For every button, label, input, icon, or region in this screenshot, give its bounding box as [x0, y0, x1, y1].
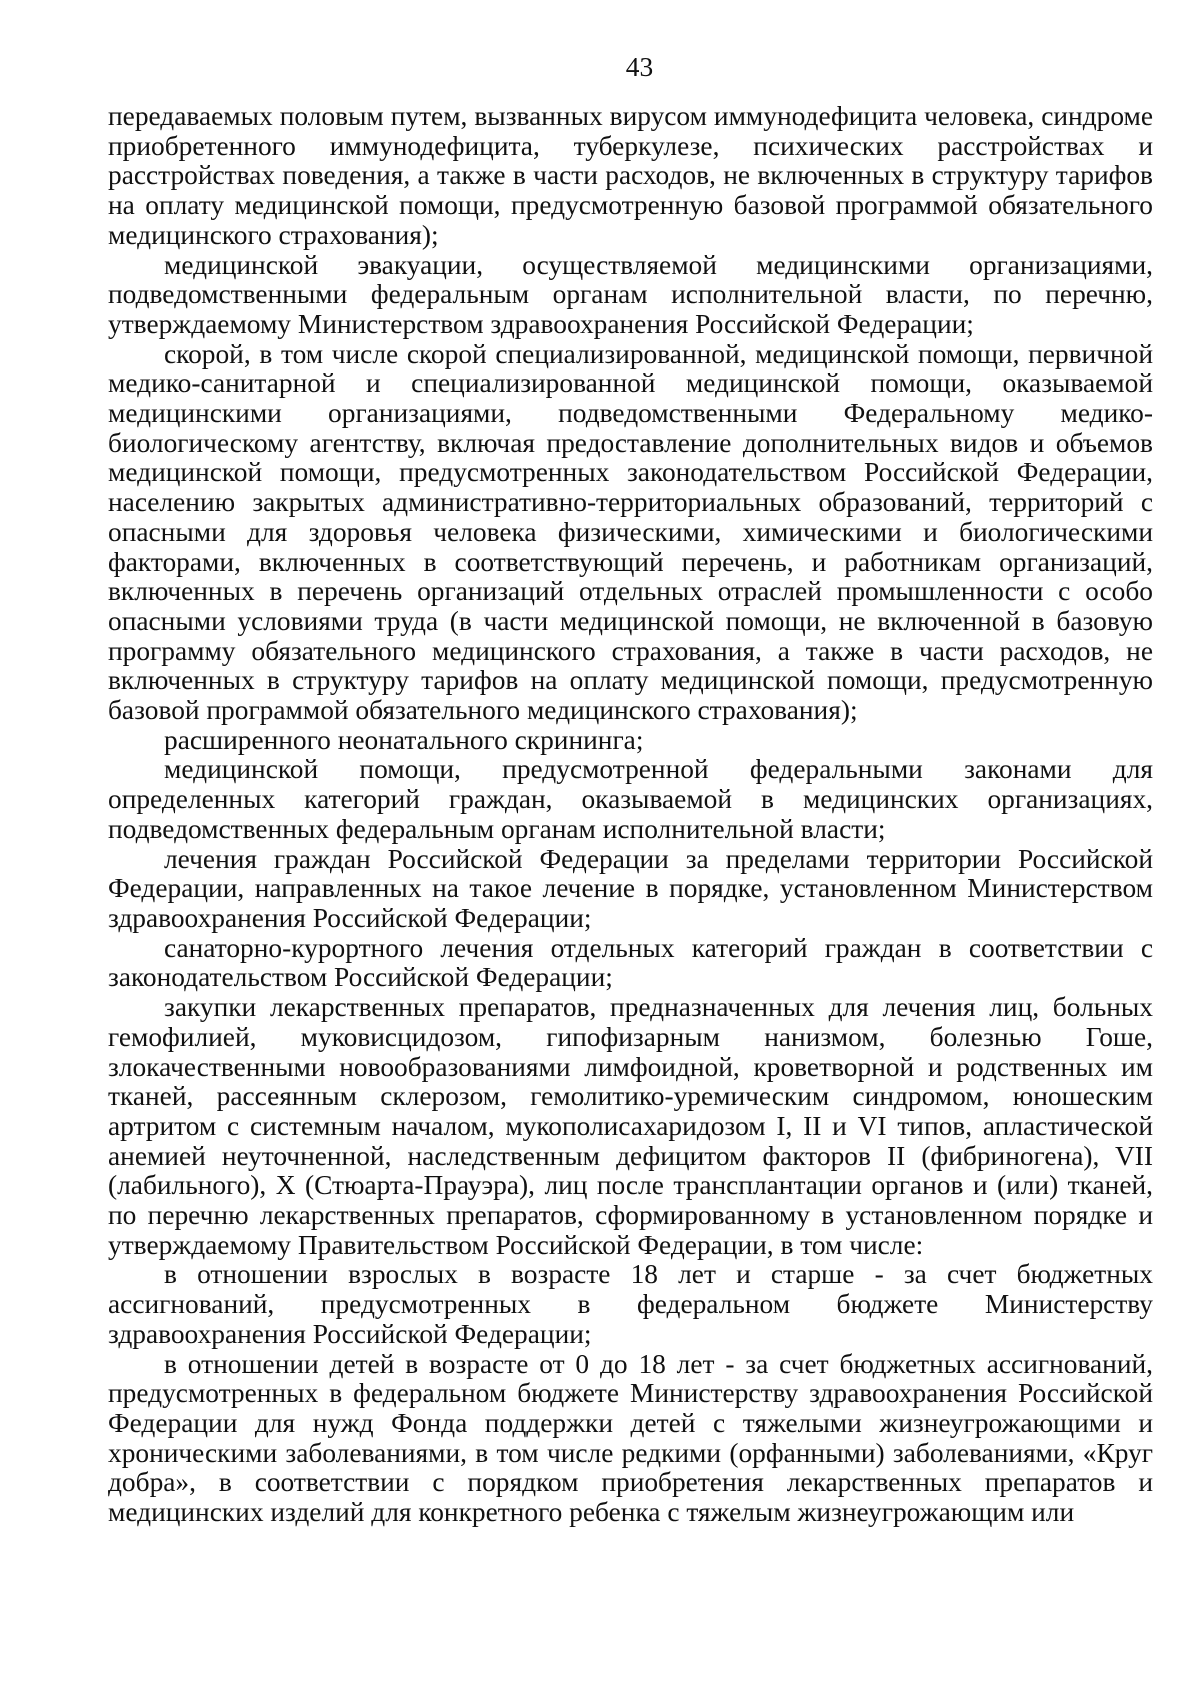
paragraph-children: в отношении детей в возрасте от 0 до 18 лет - за счет бюджетных ассигнований, предусмотренных в федеральном бюджете Министерству здравоохранения Российской Федерации для нужд Фонда поддержки детей с тяжелыми жизнеугрожающими и хроническими заболеваниями, в том числе редкими (орфанными) заболеваниями, «Круг добра», в соответствии с порядком приобретения лекарственных препаратов и медицинских изделий для конкретного ребенка с тяжелым жизнеугрожающим или — [108, 1348, 1153, 1528]
paragraph-treatment-abroad: лечения граждан Российской Федерации за пределами территории Российской Федерации, направленных на такое лечение в порядке, установленном Министерством здравоохранения Российской Федерации; — [108, 843, 1153, 933]
document-page — [108, 52, 1153, 1528]
paragraph-adults: в отношении взрослых в возрасте 18 лет и старше - за счет бюджетных ассигнований, предусмотренных в федеральном бюджете Министерству здравоохранения Российской Федерации; — [108, 1259, 1153, 1349]
paragraph-drug-procurement: закупки лекарственных препаратов, предназначенных для лечения лиц, больных гемофилией, муковисцидозом, гипофизарным нанизмом, болезнью Гоше, злокачественными новообразованиями лимфоидной, кроветворной и родственных им тканей, рассеянным склерозом, гемолитико-уремическим синдромом, юношеским артритом с системным началом, мукополисахаридозом I, II и VI типов, апластической анемией неуточненной, наследственным дефицитом факторов II (фибриногена), VII (лабильного), X (Стюарта-Прауэра), лиц после трансплантации органов и (или) тканей, по перечню лекарственных препаратов, сформированному в установленном порядке и утверждаемому Правительством Российской Федерации, в том числе: — [108, 992, 1153, 1260]
paragraph-sanatorium-treatment: санаторно-курортного лечения отдельных категорий граждан в соответствии с законодательством Российской Федерации; — [108, 932, 1153, 993]
page-number: 43 — [625, 52, 654, 82]
paragraph-federal-laws-care: медицинской помощи, предусмотренной федеральными законами для определенных категорий граждан, оказываемой в медицинских организациях, подведомственных федеральным органам исполнительной власти; — [108, 754, 1153, 844]
paragraph-emergency-care: скорой, в том числе скорой специализированной, медицинской помощи, первичной медико-санитарной и специализированной медицинской помощи, оказываемой медицинскими организациями, подведомственными Федеральному медико-биологическому агентству, включая предоставление дополнительных видов и объемов медицинской помощи, предусмотренных законодательством Российской Федерации, населению закрытых административно-территориальных образований, территорий с опасными для здоровья человека физическими, химическими и биологическими факторами, включенных в соответствующий перечень, и работникам организаций, включенных в перечень организаций отдельных отраслей промышленности с особо опасными условиями труда (в части медицинской помощи, не включенной в базовую программу обязательного медицинского страхования, а также в части расходов, не включенных в структуру тарифов на оплату медицинской помощи, предусмотренную базовой программой обязательного медицинского страхования); — [108, 338, 1153, 726]
paragraph-neonatal-screening: расширенного неонатального скрининга; — [164, 724, 644, 755]
paragraph-continuation: передаваемых половым путем, вызванных вирусом иммунодефицита человека, синдроме приобретенного иммунодефицита, туберкулезе, психических расстройствах и расстройствах поведения, а также в части расходов, не включенных в структуру тарифов на оплату медицинской помощи, предусмотренную базовой программой обязательного медицинского страхования); — [108, 101, 1153, 250]
paragraph-medical-evacuation: медицинской эвакуации, осуществляемой медицинскими организациями, подведомственными федеральным органам исполнительной власти, по перечню, утверждаемому Министерством здравоохранения Российской Федерации; — [108, 249, 1153, 339]
